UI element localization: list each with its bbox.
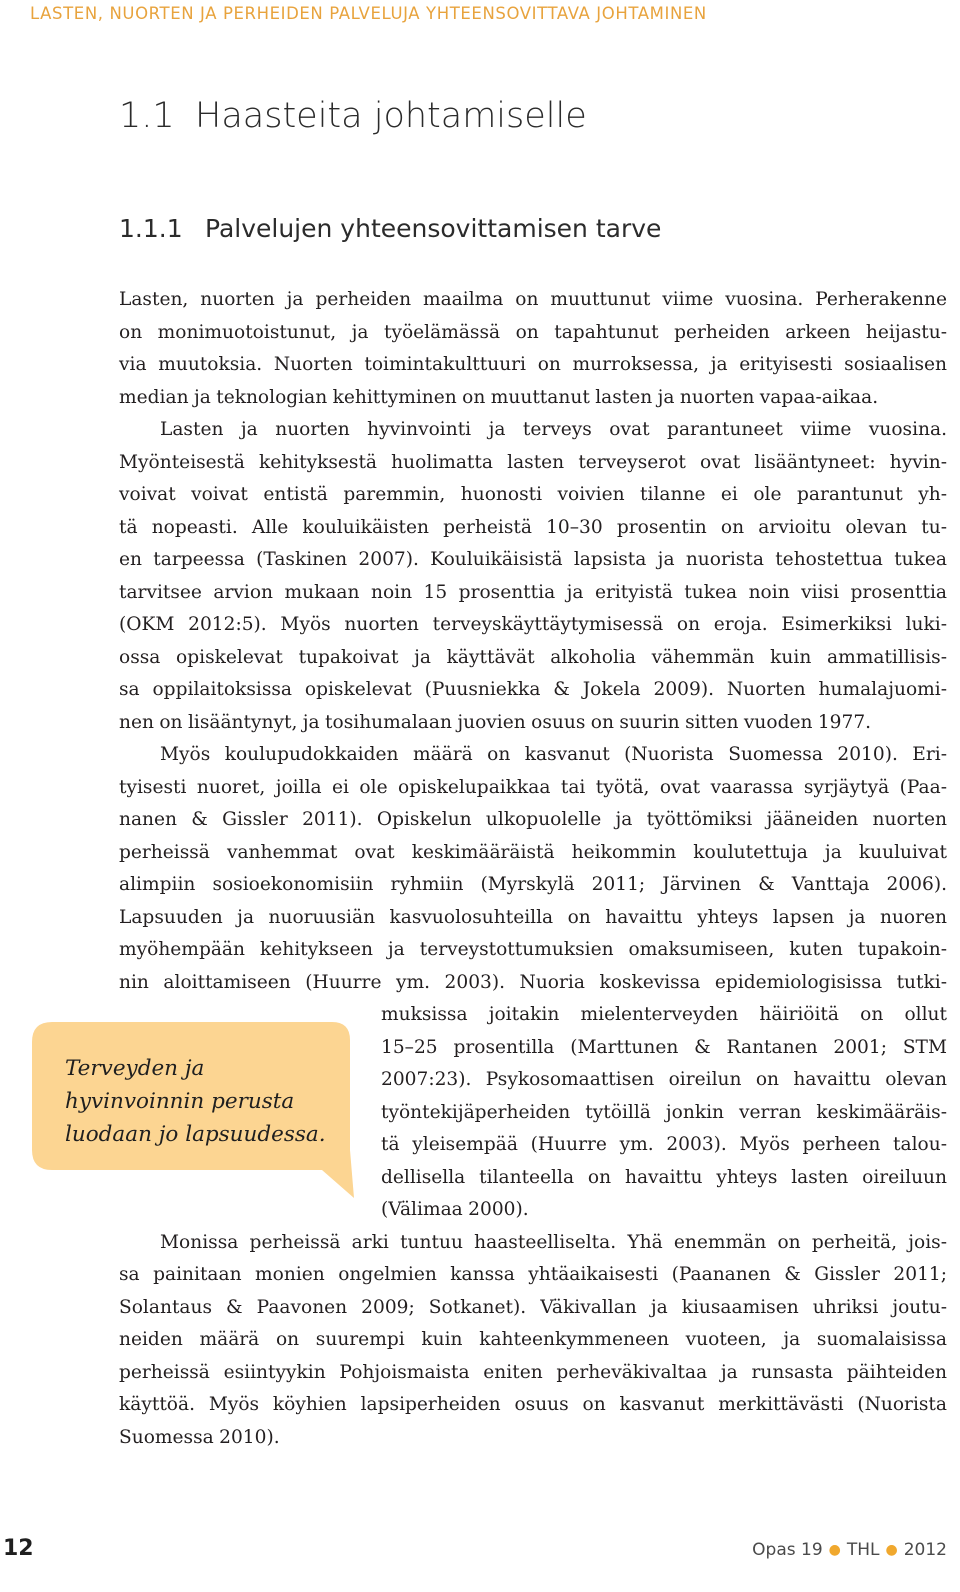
body-line: perheissä vanhemmat ovat keskimääräistä heikommin koulutettuja ja kuuluivat (119, 841, 947, 863)
subsection-heading (119, 214, 661, 243)
footer-year: 2012 (903, 1540, 947, 1560)
body-text (119, 284, 947, 1454)
pull-quote-text: Terveyden ja hyvinvoinnin perusta luodaan jo lapsuudessa. (65, 1056, 326, 1147)
body-line: dellisella tilanteella on havaittu yhteys lasten oireiluun (381, 1166, 947, 1188)
pull-quote-callout (32, 1022, 368, 1192)
page-number: 12 (3, 1536, 34, 1561)
footer-publication-info (752, 1540, 947, 1560)
body-line: Lasten ja nuorten hyvinvointi ja terveys ovat parantuneet viime vuosina. (160, 419, 947, 440)
body-line: 15–25 prosentilla (Marttunen & Rantanen 2001; STM (381, 1036, 947, 1058)
body-line: tä yleisempää (Huurre ym. 2003). Myös perheen talou- (381, 1134, 947, 1155)
body-line: ossa opiskelevat tupakoivat ja käyttävät alkoholia vähemmän kuin ammatillisis- (119, 646, 947, 668)
body-line: nen on lisääntynyt, ja tosihumalaan juovien osuus on suurin sitten vuoden 1977. (119, 711, 872, 733)
body-line: on monimuotoistunut, ja työelämässä on tapahtunut perheiden arkeen heijastu- (119, 321, 947, 343)
footer-series: Opas 19 (752, 1540, 823, 1560)
body-line: Lapsuuden ja nuoruusiän kasvuolosuhteilla on havaittu yhteys lapsen ja nuoren (119, 906, 947, 928)
body-line: työntekijäperheiden tytöillä jonkin verran keskimääräis- (381, 1101, 947, 1123)
body-line: neiden määrä on suurempi kuin kahteenkymmeneen vuoteen, ja suomalaisissa (119, 1329, 947, 1350)
body-line: Myös koulupudokkaiden määrä on kasvanut (Nuorista Suomessa 2010). Eri- (160, 744, 947, 765)
bullet-dot-icon: ● (885, 1542, 898, 1558)
subsection-number: 1.1.1 (119, 214, 183, 243)
body-line: myöhempään kehitykseen ja terveystottumuksien omaksumiseen, kuten tupakoin- (119, 939, 947, 960)
body-line: sa painitaan monien ongelmien kanssa yhtäaikaisesti (Paananen & Gissler 2011; (119, 1264, 947, 1285)
section-heading (119, 96, 587, 136)
bullet-dot-icon: ● (828, 1542, 841, 1558)
body-line: tarvitsee arvion mukaan noin 15 prosenttia ja erityistä tukea noin viisi prosenttia (119, 581, 947, 603)
body-line: Lasten, nuorten ja perheiden maailma on muuttunut viime vuosina. Perherakenne (119, 289, 947, 310)
body-line: voivat voivat entistä paremmin, huonosti voivien tilanne ei ole parantunut yh- (119, 484, 947, 505)
running-head: LASTEN, NUORTEN JA PERHEIDEN PALVELUJA YHTEENSOVITTAVA JOHTAMINEN (30, 4, 707, 23)
body-line: muksissa joitakin mielenterveyden häiriöitä on ollut (381, 1004, 947, 1025)
body-line: sa oppilaitoksissa opiskelevat (Puusniekka & Jokela 2009). Nuorten humalajuomi- (119, 679, 947, 700)
subsection-title: Palvelujen yhteensovittamisen tarve (205, 214, 662, 243)
body-line: käyttöä. Myös köyhien lapsiperheiden osuus on kasvanut merkittävästi (Nuorista (119, 1394, 947, 1415)
section-number: 1.1 (119, 96, 175, 136)
footer-publisher: THL (846, 1540, 880, 1560)
body-line: tyisesti nuoret, joilla ei ole opiskelupaikkaa tai työtä, ovat vaarassa syrjäytyä (Paa- (119, 776, 947, 798)
section-title: Haasteita johtamiselle (195, 96, 587, 136)
body-line: 2007:23). Psykosomaattisen oireilun on havaittu olevan (381, 1069, 947, 1090)
body-line: Myönteisestä kehityksestä huolimatta lasten terveyserot ovat lisääntyneet: hyvin- (119, 451, 947, 473)
body-line: via muutoksia. Nuorten toimintakulttuuri on murroksessa, ja erityisesti sosiaalisen (119, 354, 947, 375)
body-line: median ja teknologian kehittyminen on muuttanut lasten ja nuorten vapaa-aikaa. (119, 386, 879, 408)
body-line: Solantaus & Paavonen 2009; Sotkanet). Väkivallan ja kiusaamisen uhriksi joutu- (119, 1296, 947, 1318)
body-line: (Välimaa 2000). (381, 1199, 529, 1220)
body-line: nanen & Gissler 2011). Opiskelun ulkopuolelle ja työttömiksi jääneiden nuorten (119, 809, 947, 830)
body-line: tä nopeasti. Alle kouluikäisten perheistä 10–30 prosentin on arvioitu olevan tu- (119, 516, 947, 538)
body-line: en tarpeessa (Taskinen 2007). Kouluikäisistä lapsista ja nuorista tehostettua tukea (119, 549, 947, 570)
body-line: (OKM 2012:5). Myös nuorten terveyskäyttäytymisessä on eroja. Esimerkiksi luki- (119, 614, 947, 635)
body-line: alimpiin sosioekonomisiin ryhmiin (Myrskylä 2011; Järvinen & Vanttaja 2006). (119, 874, 947, 895)
body-line: perheissä esiintyykin Pohjoismaista eniten perheväkivaltaa ja runsasta päihteiden (119, 1361, 947, 1383)
body-line: nin aloittamiseen (Huurre ym. 2003). Nuoria koskevissa epidemiologisissa tutki- (119, 971, 947, 993)
body-line: Suomessa 2010). (119, 1426, 280, 1448)
body-line: Monissa perheissä arki tuntuu haasteelliselta. Yhä enemmän on perheitä, jois- (160, 1231, 947, 1253)
